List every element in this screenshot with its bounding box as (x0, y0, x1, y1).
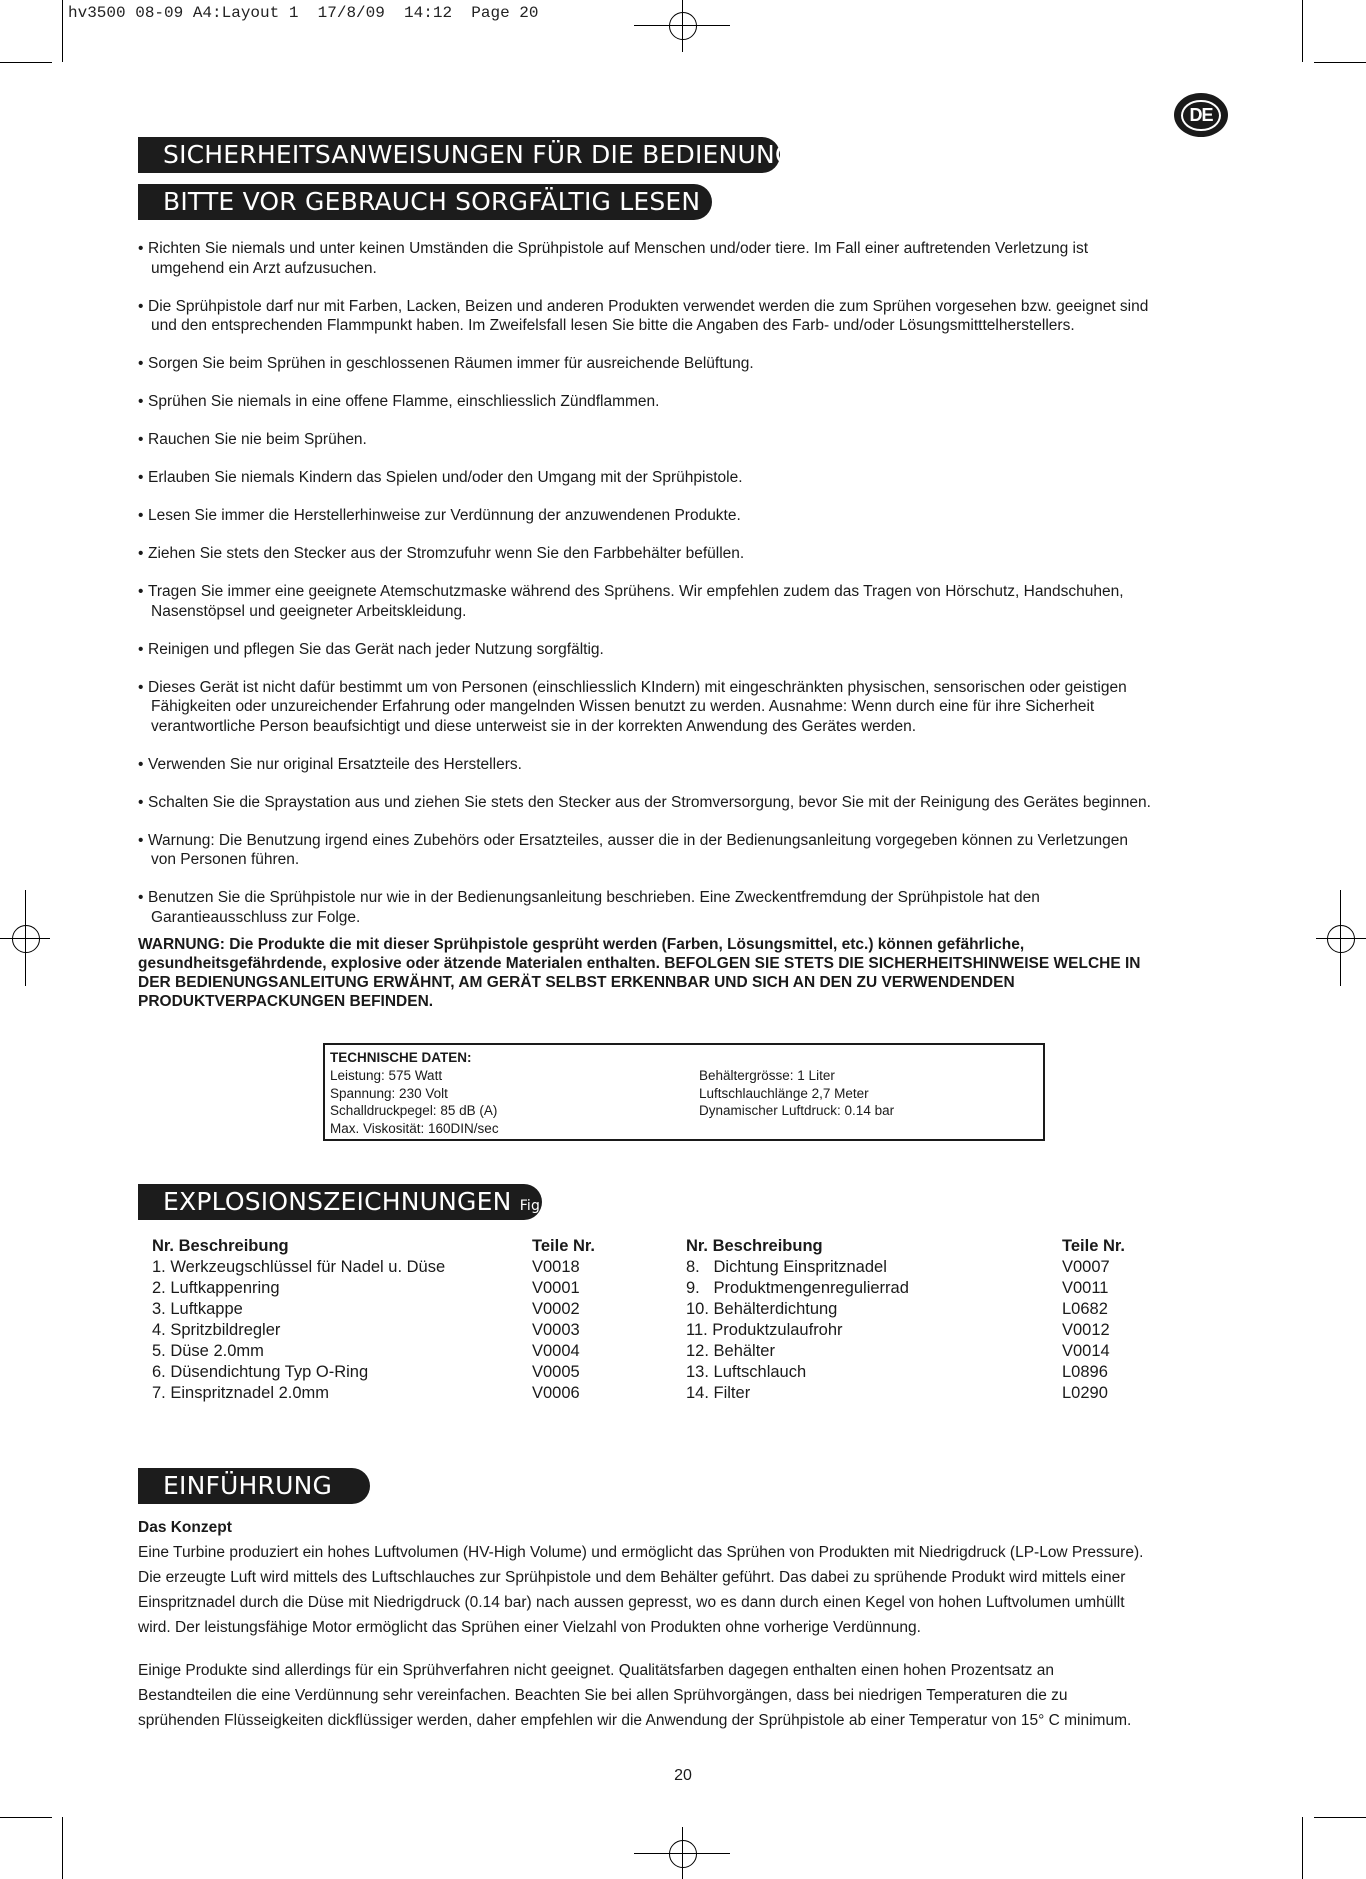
bullet-dot: • (138, 755, 144, 773)
bullet-item (138, 239, 1238, 278)
bullet-line: Lesen Sie immer die Herstellerhinweise zur Verdünnung der anzuwendenen Produkte. (148, 507, 741, 524)
parts-header-part: Teile Nr. (532, 1237, 595, 1255)
parts-row (152, 1320, 595, 1341)
technical-data-box (323, 1043, 1045, 1141)
print-slug: hv3500 08-09 A4:Layout 1 17/8/09 14:12 Page 20 (68, 4, 539, 22)
part-number: L0682 (1062, 1300, 1108, 1318)
tech-spec: Max. Viskosität: 160DIN/sec (330, 1120, 499, 1136)
bullet-dot: • (138, 831, 144, 849)
bullet-line: Richten Sie niemals und unter keinen Umständen die Sprühpistole auf Menschen und/oder tiere. Im Fall einer auftretenden Verletzung ist (148, 240, 1089, 257)
bullet-line: Die Sprühpistole darf nur mit Farben, Lacken, Beizen und anderen Produkten verwendet werden die zum Sprühen vorgesehen bzw. geeignet sind (148, 297, 1149, 315)
part-number: V0006 (532, 1384, 580, 1402)
bullet-dot: • (138, 545, 144, 562)
crop-mark (1302, 1817, 1303, 1879)
parts-row (152, 1299, 595, 1320)
part-number: V0002 (532, 1300, 580, 1318)
parts-row (152, 1257, 595, 1278)
bullet-line: Reinigen und pflegen Sie das Gerät nach jeder Nutzung sorgfältig. (148, 640, 604, 658)
bullet-dot: • (138, 640, 144, 658)
part-number: V0014 (1062, 1342, 1110, 1360)
bullet-item (138, 297, 1238, 336)
parts-row (152, 1278, 595, 1299)
tech-spec: Behältergrösse: 1 Liter (699, 1068, 835, 1083)
part-description: 12. Behälter (686, 1342, 775, 1360)
crop-mark (62, 0, 63, 62)
warning-line: DER BEDIENUNGSANLEITUNG ERWÄHNT, AM GERÄT SELBST ERKENNBAR UND SICH AN DEN ZU VERWENDENDEN (138, 974, 1015, 991)
heading-explosion (138, 1184, 554, 1220)
technical-data-right (699, 1067, 894, 1120)
bullet-dot: • (138, 793, 144, 811)
bullet-dot: • (138, 507, 144, 524)
tech-spec: Schalldruckpegel: 85 dB (A) (330, 1103, 498, 1118)
warning-line: PRODUKTVERPACKUNGEN BEFINDEN. (138, 993, 434, 1010)
parts-row (686, 1362, 1125, 1383)
bullet-item (138, 544, 1238, 564)
part-description: 4. Spritzbildregler (152, 1321, 281, 1339)
safety-bullet-list (138, 239, 1238, 946)
parts-header-part: Teile Nr. (1062, 1237, 1125, 1255)
bullet-line: Ziehen Sie stets den Stecker aus der Stromzufuhr wenn Sie den Farbbehälter befüllen. (148, 545, 745, 562)
bullet-line: Nasenstöpsel und geeigneter Arbeitskleidung. (151, 602, 467, 620)
parts-row (686, 1341, 1125, 1362)
bullet-item (138, 793, 1238, 813)
heading-read-carefully: BITTE VOR GEBRAUCH SORGFÄLTIG LESEN (138, 184, 712, 220)
part-number: V0018 (532, 1258, 580, 1276)
heading-explosion-fig: Fig.1 (519, 1198, 554, 1214)
intro-line: Die erzeugte Luft wird mittels des Luftschlauches zur Sprühpistole und dem Behälter geführt. Das dabei zu sprühende Produkt wird mittels einer (138, 1569, 1126, 1586)
crop-mark (1314, 1817, 1366, 1818)
intro-line: sprühenden Flüsseigkeiten dickflüssiger werden, daher empfehlen wir die Anwendung der Sprühpistole ab einer Temperatur von 15° C minimum. (138, 1712, 1132, 1729)
parts-row (686, 1299, 1125, 1320)
bullet-dot: • (138, 583, 144, 600)
intro-paragraph-1 (138, 1540, 1238, 1640)
crop-mark (62, 1817, 63, 1879)
bullet-dot: • (138, 431, 144, 448)
part-number: V0001 (532, 1279, 580, 1297)
parts-row (686, 1383, 1125, 1404)
intro-line: Bestandteilen die eine Verdünnung sehr vereinfachen. Beachten Sie bei allen Sprühvorgängen, dass bei niedrigen Temperaturen die zu (138, 1687, 1068, 1704)
bullet-item (138, 506, 1238, 526)
crop-mark (0, 62, 52, 63)
warning-paragraph (138, 935, 1238, 1011)
bullet-line: Warnung: Die Benutzung irgend eines Zubehörs oder Ersatzteiles, ausser die in der Bedienungsanleitung vorgegeben können zu Verletzungen (148, 831, 1129, 849)
part-number: V0011 (1062, 1279, 1109, 1297)
parts-row (152, 1383, 595, 1404)
bullet-dot: • (138, 355, 144, 372)
tech-spec: Dynamischer Luftdruck: 0.14 bar (699, 1103, 895, 1118)
warning-line: gesundheitsgefährdende, explosive oder ätzende Materialen enthalten. BEFOLGEN SIE STETS DIE SICHERHEITSHINWEISE WELCHE IN (138, 955, 1141, 972)
bullet-item (138, 755, 1238, 775)
intro-section (138, 1515, 1238, 1733)
part-description: 1. Werkzeugschlüssel für Nadel u. Düse (152, 1258, 446, 1276)
part-number: V0004 (532, 1342, 580, 1360)
technical-data-left (330, 1067, 499, 1137)
intro-line: Einspritznadel durch die Düse mit Niedrigdruck (0.14 bar) nach aussen gepresst, wo es dann durch einen Kegel von hohen Luftvolumen umhüllt (138, 1594, 1125, 1611)
parts-header-desc: Nr. Beschreibung (152, 1237, 289, 1255)
tech-spec: Leistung: 575 Watt (330, 1068, 443, 1083)
bullet-item (138, 831, 1238, 870)
bullet-dot: • (138, 297, 144, 315)
bullet-item (138, 468, 1238, 488)
part-number: V0012 (1062, 1321, 1110, 1339)
part-description: 11. Produktzulaufrohr (686, 1321, 843, 1339)
bullet-dot: • (138, 393, 144, 410)
intro-line: wird. Der leistungsfähige Motor ermöglicht das Sprühen einer Vielzahl von Produkten ohne vorherige Verdünnung. (138, 1619, 921, 1636)
part-number: V0007 (1062, 1258, 1110, 1276)
parts-row (152, 1362, 595, 1383)
bullet-line: Dieses Gerät ist nicht dafür bestimmt um von Personen (einschliesslich KIndern) mit eingeschränkten physischen, sensorischen oder geistigen (148, 678, 1127, 696)
part-description: 9. Produktmengenregulierrad (686, 1279, 909, 1297)
parts-row (686, 1278, 1125, 1299)
crop-mark (0, 1817, 52, 1818)
bullet-item (138, 640, 1238, 660)
parts-row (152, 1341, 595, 1362)
page-number: 20 (674, 1767, 692, 1784)
bullet-line: Rauchen Sie nie beim Sprühen. (148, 431, 367, 448)
warning-line: WARNUNG: Die Produkte die mit dieser Sprühpistole gesprüht werden (Farben, Lösungsmittel, etc.) können gefährliche, (138, 936, 1025, 953)
part-description: 7. Einspritznadel 2.0mm (152, 1384, 329, 1402)
bullet-item (138, 678, 1238, 737)
bullet-item (138, 582, 1238, 621)
part-description: 2. Luftkappenring (152, 1279, 280, 1297)
crop-mark (1302, 0, 1303, 62)
parts-list-left (152, 1236, 595, 1404)
bullet-item (138, 354, 1238, 374)
part-number: V0005 (532, 1363, 580, 1381)
tech-spec: Luftschlauchlänge 2,7 Meter (699, 1085, 869, 1101)
parts-row (686, 1320, 1125, 1341)
bullet-line: Verwenden Sie nur original Ersatzteile des Herstellers. (148, 755, 522, 773)
bullet-item (138, 430, 1238, 450)
heading-explosion-label: EXPLOSIONSZEICHNUNGEN (163, 1187, 512, 1216)
bullet-line: Benutzen Sie die Sprühpistole nur wie in der Bedienungsanleitung beschrieben. Eine Zweckentfremdung der Sprühpistole hat den (148, 889, 1040, 906)
tech-spec: Spannung: 230 Volt (330, 1085, 448, 1101)
part-description: 8. Dichtung Einspritznadel (686, 1258, 887, 1276)
bullet-line: Erlauben Sie niemals Kindern das Spielen und/oder den Umgang mit der Sprühpistole. (148, 469, 743, 486)
technical-data-title: TECHNISCHE DATEN: (330, 1050, 472, 1065)
heading-safety: SICHERHEITSANWEISUNGEN FÜR DIE BEDIENUNG (138, 137, 780, 173)
parts-header (686, 1236, 1125, 1257)
part-number: V0003 (532, 1321, 580, 1339)
bullet-line: und den entsprechenden Flammpunkt haben. Im Zweifelsfall lesen Sie bitte die Angaben des Farb- und/oder Lösungsmitttelherstellers. (151, 317, 1075, 334)
parts-header-desc: Nr. Beschreibung (686, 1237, 823, 1255)
bullet-dot: • (138, 889, 144, 906)
parts-list-right (686, 1236, 1125, 1404)
part-description: 10. Behälterdichtung (686, 1300, 838, 1318)
intro-paragraph-2 (138, 1658, 1238, 1733)
part-description: 14. Filter (686, 1384, 751, 1402)
intro-line: Einige Produkte sind allerdings für ein Sprühverfahren nicht geeignet. Qualitätsfarben dagegen enthalten einen hohen Prozentsatz an (138, 1662, 1054, 1679)
heading-intro: EINFÜHRUNG (138, 1468, 370, 1504)
bullet-dot: • (138, 240, 144, 257)
bullet-item (138, 392, 1238, 412)
part-description: 3. Luftkappe (152, 1300, 243, 1318)
bullet-item (138, 888, 1238, 927)
part-description: 5. Düse 2.0mm (152, 1342, 264, 1360)
parts-header (152, 1236, 595, 1257)
crop-mark (1314, 62, 1366, 63)
part-number: L0290 (1062, 1384, 1108, 1402)
bullet-line: Sprühen Sie niemals in eine offene Flamme, einschliesslich Zündflammen. (148, 393, 660, 410)
bullet-line: von Personen führen. (151, 851, 300, 868)
parts-row (686, 1257, 1125, 1278)
intro-subheading: Das Konzept (138, 1519, 232, 1536)
part-description: 6. Düsendichtung Typ O-Ring (152, 1363, 369, 1381)
language-badge (1174, 93, 1228, 137)
bullet-line: verantwortliche Person beaufsichtigt und diese unterweist sie in der korrekten Anwendung des Gerätes werden. (151, 717, 917, 735)
bullet-line: Tragen Sie immer eine geeignete Atemschutzmaske während des Sprühens. Wir empfehlen zudem das Tragen von Hörschutz, Handschuhen, (148, 583, 1124, 600)
bullet-line: Garantieausschluss zur Folge. (151, 908, 361, 926)
bullet-line: Fähigkeiten oder unzureichender Erfahrung oder mangelnden Wissen benutzt zu werden. Ausnahme: Wenn durch eine für ihre Sicherheit (151, 698, 1095, 715)
bullet-line: Schalten Sie die Spraystation aus und ziehen Sie stets den Stecker aus der Stromversorgung, bevor Sie mit der Reinigung des Gerätes beginnen. (148, 793, 1151, 811)
intro-line: Eine Turbine produziert ein hohes Luftvolumen (HV-High Volume) und ermöglicht das Sprühen von Produkten mit Niedrigdruck (LP-Low Pressure). (138, 1544, 1144, 1561)
bullet-line: Sorgen Sie beim Sprühen in geschlossenen Räumen immer für ausreichende Belüftung. (148, 355, 754, 372)
language-badge-label: DE (1181, 100, 1220, 131)
bullet-line: umgehend ein Arzt aufzusuchen. (151, 259, 377, 277)
bullet-dot: • (138, 469, 144, 486)
bullet-dot: • (138, 678, 144, 696)
part-description: 13. Luftschlauch (686, 1363, 807, 1381)
part-number: L0896 (1062, 1363, 1108, 1381)
